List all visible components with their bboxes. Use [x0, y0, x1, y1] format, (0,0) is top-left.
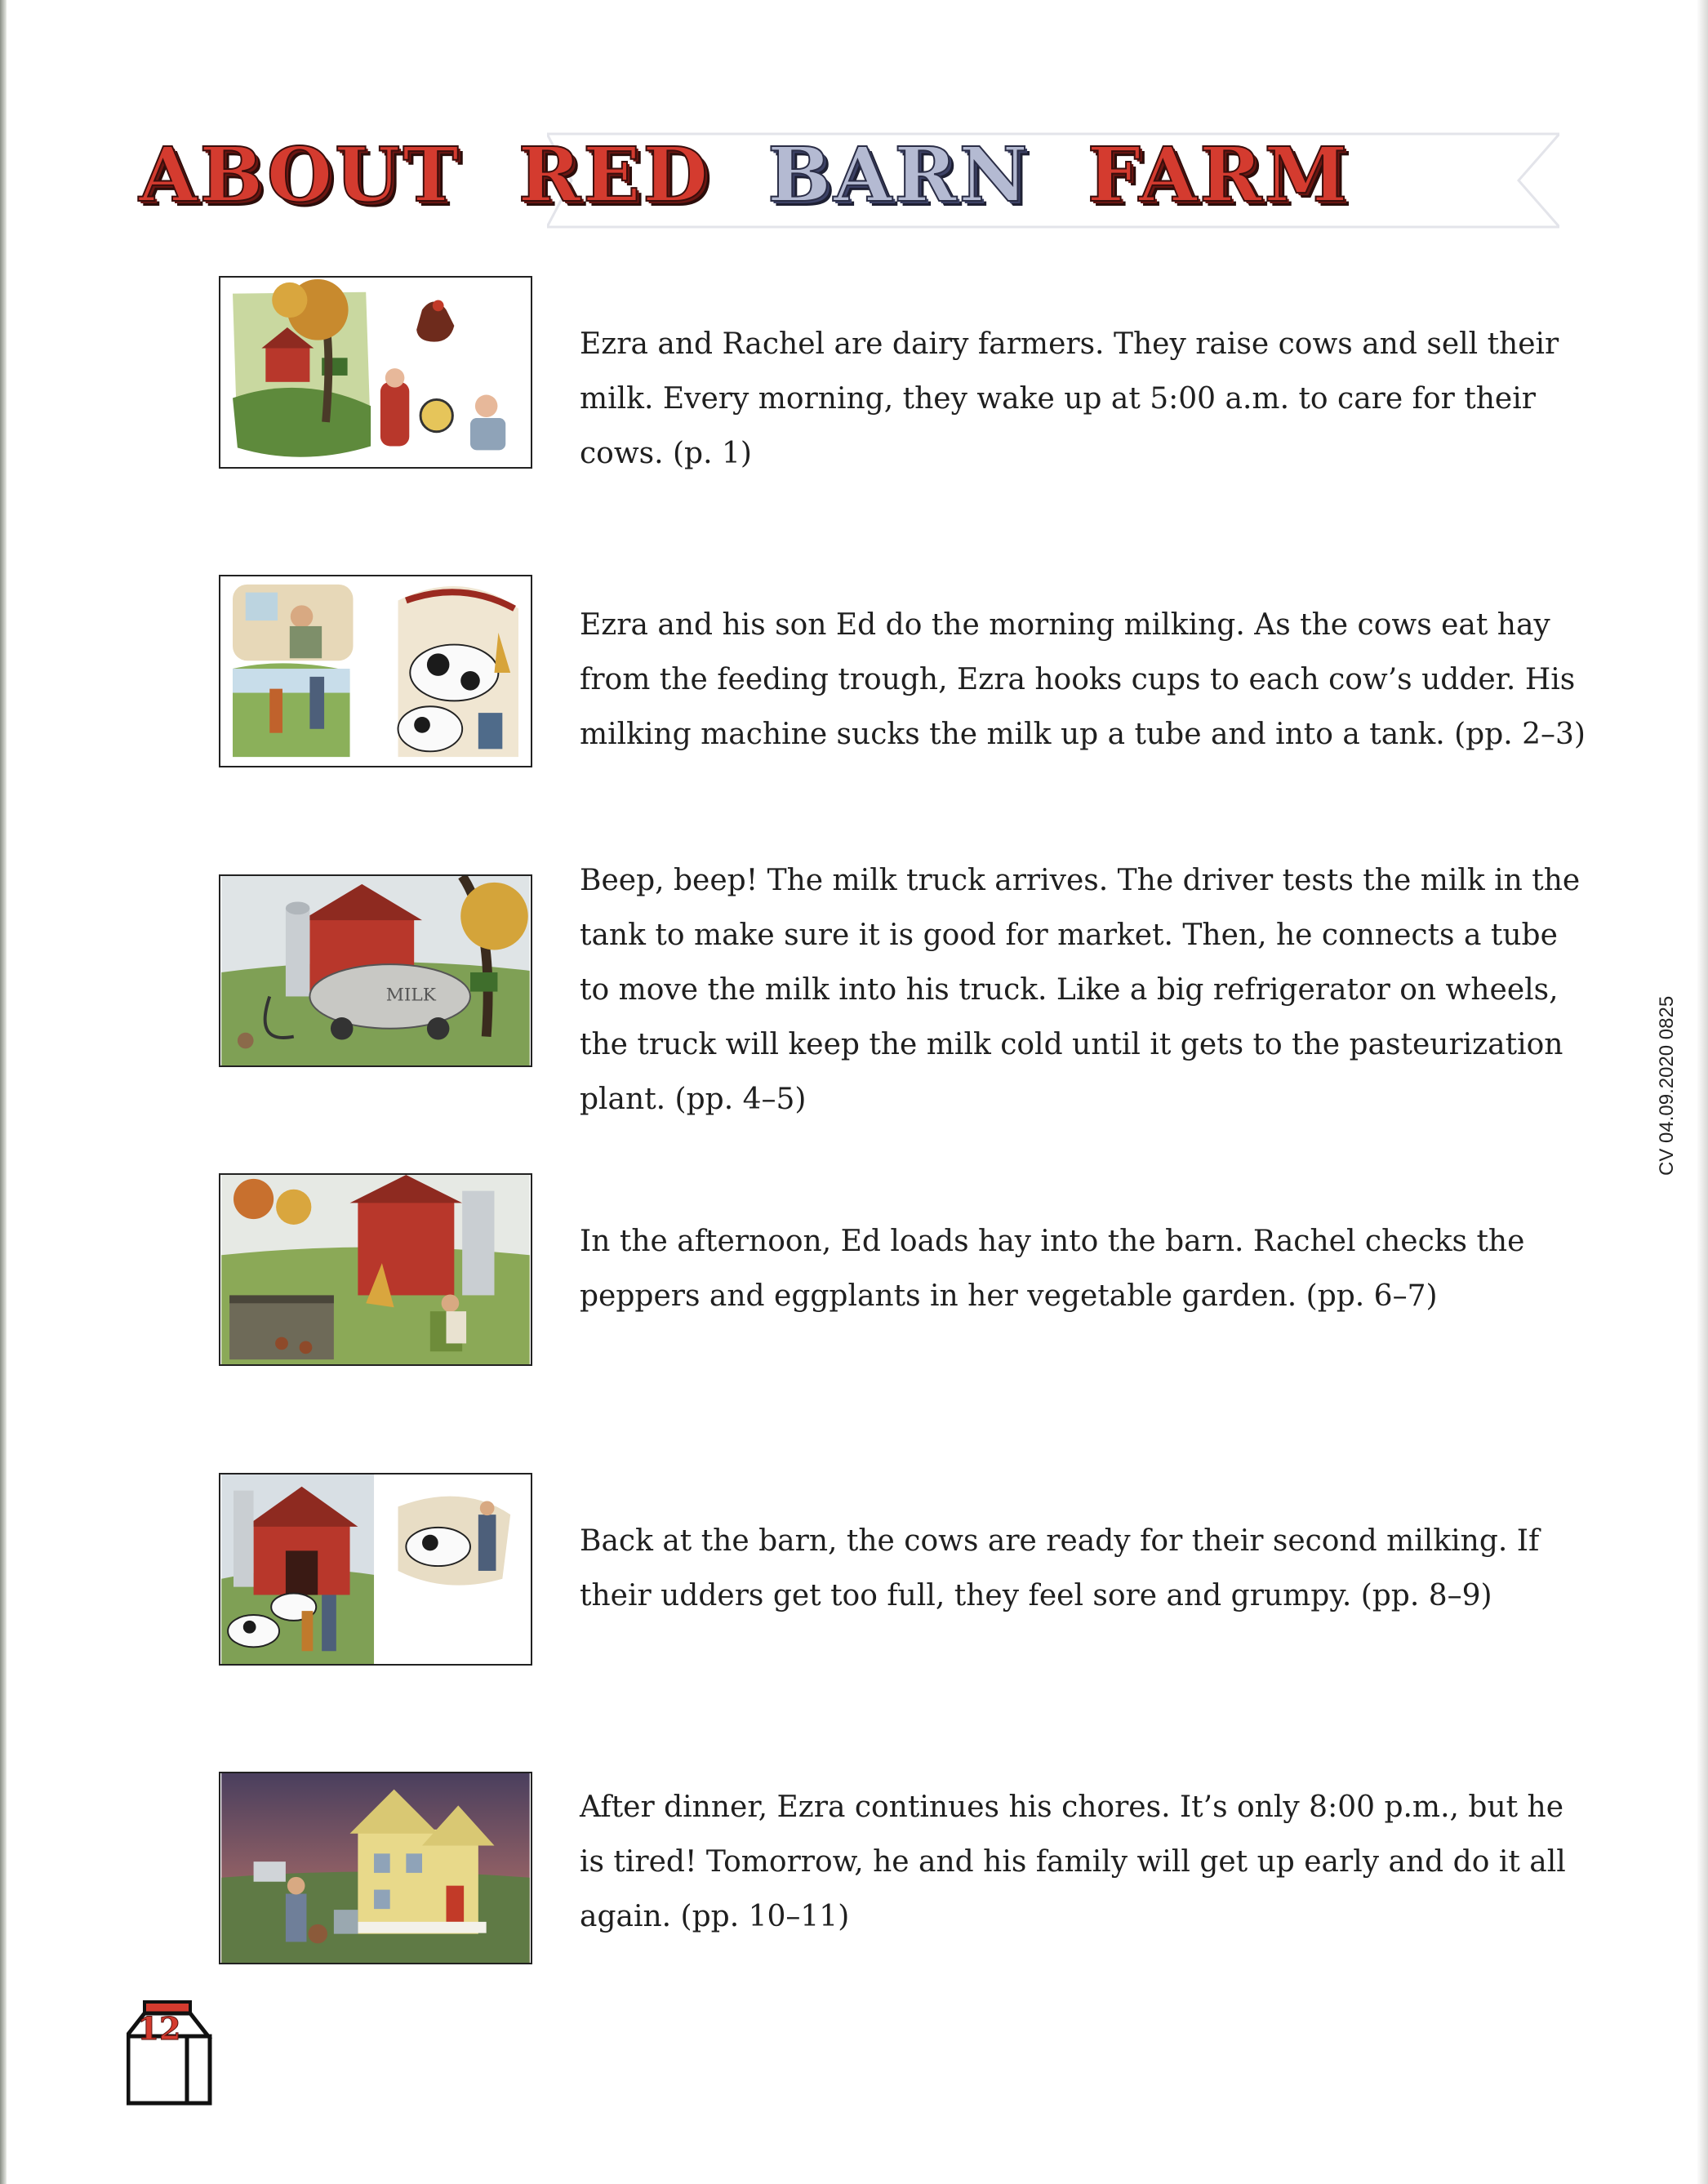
page-number: 12 — [137, 2010, 181, 2047]
story-illustration — [219, 575, 532, 767]
title-word-barn: BARN — [767, 131, 1030, 219]
milk-truck-illustration — [220, 876, 531, 1065]
farmhouse-evening-illustration — [220, 1773, 531, 1963]
afternoon-hay-garden-illustration — [220, 1175, 531, 1364]
title-word-red: RED — [518, 131, 711, 219]
page-edge-shadow-right — [1697, 0, 1708, 2184]
morning-milking-illustration — [220, 576, 531, 766]
story-paragraph: After dinner, Ezra continues his chores. It’s only 8:00 p.m., but he is tired! Tomorrow, he and his family will get up early and do it all again. (pp. 10–11) — [580, 1790, 1566, 1933]
story-illustration — [219, 1473, 532, 1666]
truck-milk-label: MILK — [385, 985, 436, 1006]
title-word-about: ABOUT — [139, 131, 461, 219]
print-code: CV 04.09.2020 0825 — [1656, 995, 1678, 1176]
story-illustration — [219, 874, 532, 1067]
farm-morning-illustration — [220, 278, 531, 467]
story-illustration — [219, 1173, 532, 1366]
title-word-farm: FARM — [1087, 131, 1350, 219]
story-paragraph: Beep, beep! The milk truck arrives. The driver tests the milk in the tank to make sure it is good for market. Then, he connects a tube to move the milk into his truck. Like a big refrigerator on wheels, the truck will keep the milk cold until it gets to the pasteurization plant. (pp. 4–5) — [580, 864, 1581, 1116]
evening-cows-illustration — [220, 1475, 531, 1664]
story-illustration — [219, 276, 532, 469]
story-paragraph: In the afternoon, Ed loads hay into the barn. Rachel checks the peppers and eggplants in her vegetable garden. (pp. 6–7) — [580, 1225, 1525, 1313]
page-title-block — [139, 122, 1592, 237]
story-paragraph: Ezra and his son Ed do the morning milking. As the cows eat hay from the feeding trough, Ezra hooks cups to each cow’s udder. His milking machine sucks the milk up a tube and into a tank. (pp. 2–3) — [580, 608, 1586, 751]
story-paragraph: Ezra and Rachel are dairy farmers. They raise cows and sell their milk. Every morning, they wake up at 5:00 a.m. to care for their cows. (p. 1) — [580, 327, 1559, 470]
story-illustration — [219, 1772, 532, 1964]
story-paragraph: Back at the barn, the cows are ready for their second milking. If their udders get too full, they feel sore and grumpy. (pp. 8–9) — [580, 1524, 1540, 1612]
page-edge-shadow — [0, 0, 7, 2184]
page-title — [139, 131, 1407, 219]
